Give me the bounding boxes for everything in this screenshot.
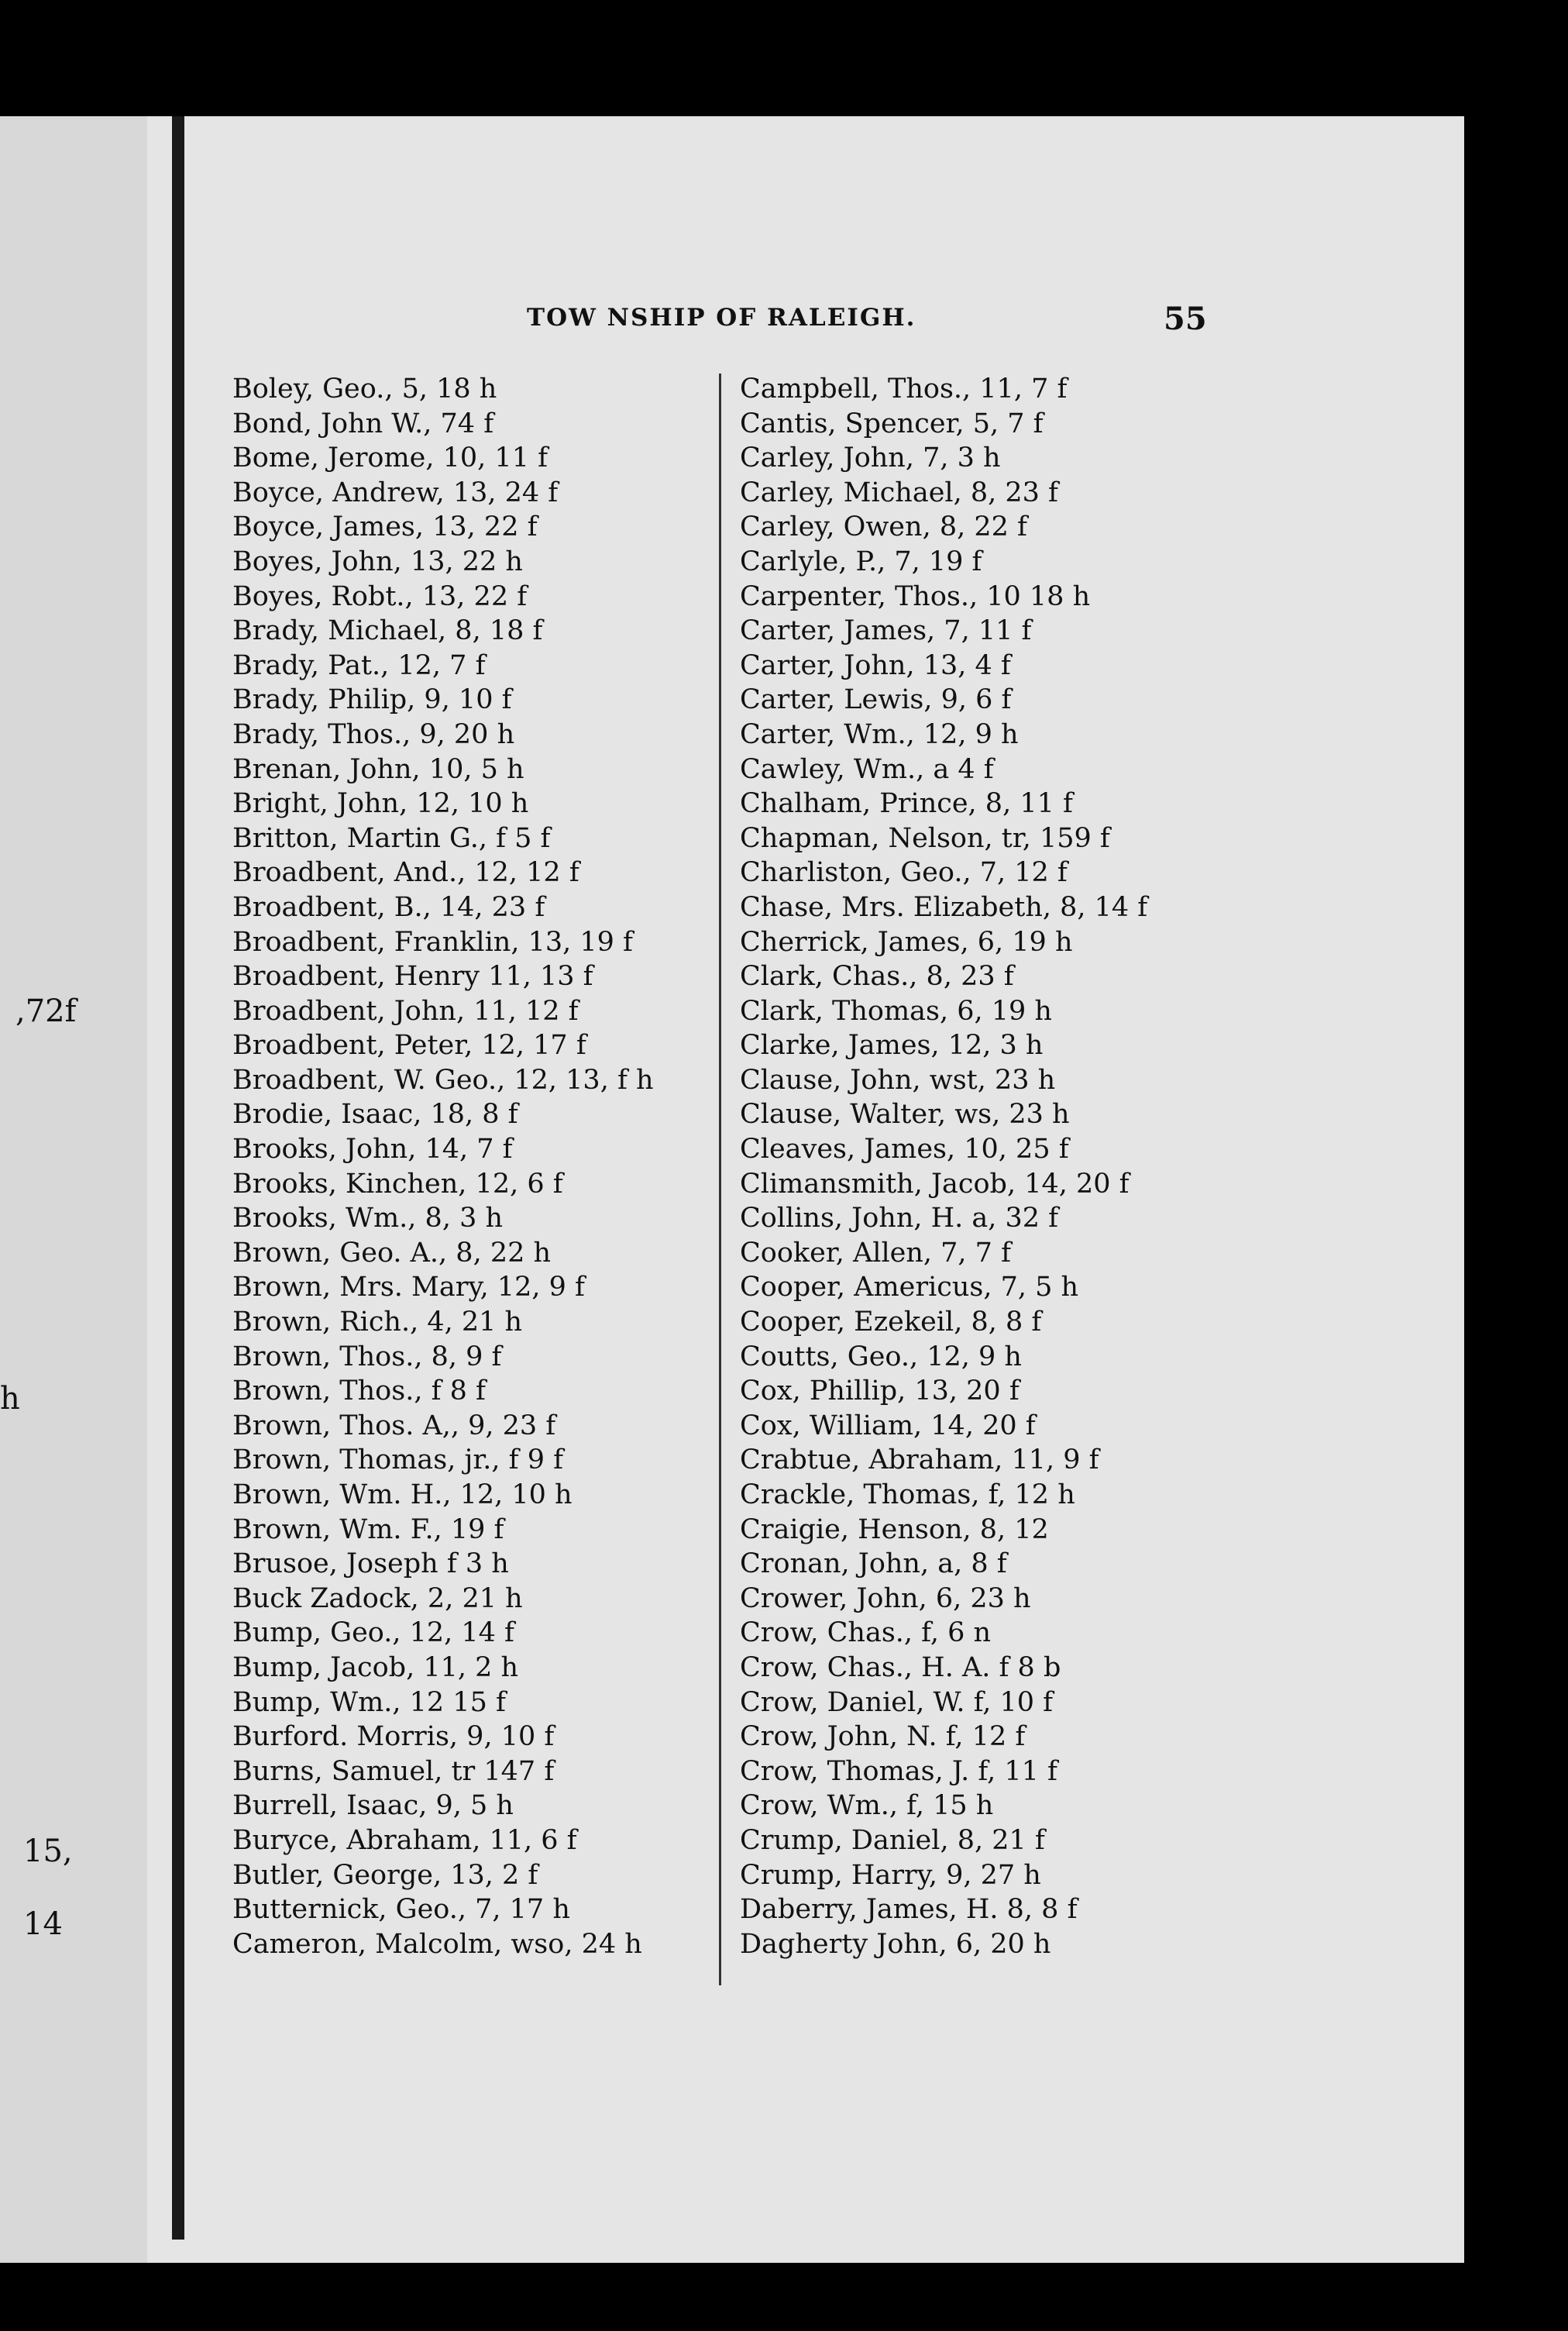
- directory-entry: Boyes, Robt., 13, 22 f: [232, 580, 528, 612]
- directory-entry: Crow, John, N. f, 12 f: [740, 1721, 1026, 1753]
- directory-entry: Carter, Lewis, 9, 6 f: [740, 684, 1012, 716]
- directory-entry: Brown, Thos. A,, 9, 23 f: [232, 1410, 556, 1441]
- directory-entry: Cooker, Allen, 7, 7 f: [740, 1237, 1012, 1269]
- directory-entry: Brooks, John, 14, 7 f: [232, 1134, 513, 1166]
- directory-entry: Carter, Wm., 12, 9 h: [740, 718, 1019, 750]
- directory-entry: Boyce, James, 13, 22 f: [232, 511, 538, 543]
- directory-entry: Broadbent, W. Geo., 12, 13, f h: [232, 1064, 654, 1096]
- directory-entry: Clark, Thomas, 6, 19 h: [740, 995, 1052, 1027]
- right-column-list: [740, 372, 1147, 1961]
- directory-entry: Bond, John W., 74 f: [232, 408, 494, 439]
- directory-entry: Carpenter, Thos., 10 18 h: [740, 580, 1091, 612]
- directory-entry: Crackle, Thomas, f, 12 h: [740, 1479, 1075, 1510]
- directory-entry: Brodie, Isaac, 18, 8 f: [232, 1099, 518, 1131]
- directory-entry: Crow, Chas., H. A. f 8 b: [740, 1651, 1061, 1683]
- directory-entry: Britton, Martin G., f 5 f: [232, 822, 551, 854]
- directory-entry: Cameron, Malcolm, wso, 24 h: [232, 1928, 642, 1960]
- directory-entry: Broadbent, And., 12, 12 f: [232, 857, 579, 889]
- directory-entry: Clause, Walter, ws, 23 h: [740, 1099, 1070, 1131]
- directory-entry: Brady, Michael, 8, 18 f: [232, 615, 543, 647]
- directory-entry: Cronan, John, a, 8 f: [740, 1548, 1007, 1580]
- directory-entry: Bump, Wm., 12 15 f: [232, 1686, 506, 1718]
- directory-entry: Brooks, Wm., 8, 3 h: [232, 1203, 504, 1234]
- directory-entry: Carley, John, 7, 3 h: [740, 442, 1001, 474]
- directory-entry: Butler, George, 13, 2 f: [232, 1859, 538, 1891]
- directory-entry: Charliston, Geo., 7, 12 f: [740, 857, 1068, 889]
- directory-entry: Crabtue, Abraham, 11, 9 f: [740, 1444, 1099, 1476]
- column-divider: [719, 374, 721, 1985]
- directory-entry: Craigie, Henson, 8, 12: [740, 1513, 1049, 1545]
- directory-entry: Broadbent, B., 14, 23 f: [232, 891, 545, 923]
- facing-page-edge: [0, 116, 147, 2263]
- directory-entry: Daberry, James, H. 8, 8 f: [740, 1894, 1078, 1926]
- directory-entry: Brown, Thos., 8, 9 f: [232, 1341, 502, 1372]
- directory-entry: Brown, Rich., 4, 21 h: [232, 1307, 523, 1338]
- directory-entry: Crow, Chas., f, 6 n: [740, 1617, 992, 1649]
- directory-entry: Broadbent, Franklin, 13, 19 f: [232, 926, 633, 958]
- directory-entry: Brown, Thos., f 8 f: [232, 1376, 486, 1407]
- directory-entry: Chalham, Prince, 8, 11 f: [740, 788, 1073, 820]
- directory-entry: Carley, Michael, 8, 23 f: [740, 477, 1058, 508]
- directory-entry: Campbell, Thos., 11, 7 f: [740, 374, 1068, 405]
- directory-entry: Carlyle, P., 7, 19 f: [740, 546, 982, 577]
- directory-entry: Burrell, Isaac, 9, 5 h: [232, 1790, 514, 1822]
- directory-entry: Brown, Mrs. Mary, 12, 9 f: [232, 1272, 585, 1303]
- directory-entry: Brady, Pat., 12, 7 f: [232, 649, 486, 681]
- directory-entry: Cleaves, James, 10, 25 f: [740, 1134, 1069, 1166]
- directory-entry: Cooper, Americus, 7, 5 h: [740, 1272, 1079, 1303]
- directory-entry: Broadbent, Henry 11, 13 f: [232, 961, 593, 993]
- directory-entry: Bome, Jerome, 10, 11 f: [232, 442, 548, 474]
- directory-entry: Crump, Daniel, 8, 21 f: [740, 1824, 1045, 1856]
- directory-entry: Clarke, James, 12, 3 h: [740, 1030, 1044, 1062]
- directory-entry: Crower, John, 6, 23 h: [740, 1582, 1031, 1614]
- directory-entry: Butternick, Geo., 7, 17 h: [232, 1894, 570, 1926]
- directory-entry: Buck Zadock, 2, 21 h: [232, 1582, 523, 1614]
- facing-page-fragment: 15,: [23, 1833, 73, 1869]
- directory-entry: Brenan, John, 10, 5 h: [232, 753, 524, 785]
- directory-entry: Crow, Thomas, J. f, 11 f: [740, 1755, 1058, 1787]
- left-column-list: [232, 372, 654, 1961]
- directory-entry: Crow, Wm., f, 15 h: [740, 1790, 994, 1822]
- directory-entry: Broadbent, John, 11, 12 f: [232, 995, 579, 1027]
- directory-entry: Brown, Wm. H., 12, 10 h: [232, 1479, 573, 1510]
- directory-entry: Brown, Wm. F., 19 f: [232, 1513, 504, 1545]
- directory-entry: Boley, Geo., 5, 18 h: [232, 374, 497, 405]
- directory-entry: Cooper, Ezekeil, 8, 8 f: [740, 1307, 1042, 1338]
- directory-entry: Cox, Phillip, 13, 20 f: [740, 1376, 1020, 1407]
- directory-entry: Bump, Geo., 12, 14 f: [232, 1617, 515, 1649]
- directory-entry: Collins, John, H. a, 32 f: [740, 1203, 1059, 1234]
- directory-entry: Dagherty John, 6, 20 h: [740, 1928, 1051, 1960]
- directory-entry: Carter, James, 7, 11 f: [740, 615, 1032, 647]
- directory-entry: Chase, Mrs. Elizabeth, 8, 14 f: [740, 891, 1148, 923]
- directory-entry: Brown, Thomas, jr., f 9 f: [232, 1444, 564, 1476]
- directory-entry: Brooks, Kinchen, 12, 6 f: [232, 1168, 563, 1200]
- facing-page-fragment: h: [0, 1381, 20, 1417]
- directory-entry: Burford. Morris, 9, 10 f: [232, 1721, 555, 1753]
- directory-entry: Crow, Daniel, W. f, 10 f: [740, 1686, 1054, 1718]
- directory-entry: Cox, William, 14, 20 f: [740, 1410, 1036, 1441]
- page-gutter: [172, 116, 184, 2240]
- directory-entry: Buryce, Abraham, 11, 6 f: [232, 1824, 577, 1856]
- directory-entry: Climansmith, Jacob, 14, 20 f: [740, 1168, 1130, 1200]
- directory-entry: Burns, Samuel, tr 147 f: [232, 1755, 555, 1787]
- directory-entry: Chapman, Nelson, tr, 159 f: [740, 822, 1110, 854]
- directory-entry: Brady, Philip, 9, 10 f: [232, 684, 512, 716]
- directory-entry: Brown, Geo. A., 8, 22 h: [232, 1237, 552, 1269]
- facing-page-fragment: ,72f: [15, 993, 77, 1029]
- page-number: 55: [1164, 301, 1207, 337]
- directory-entry: Boyce, Andrew, 13, 24 f: [232, 477, 559, 508]
- directory-entry: Clark, Chas., 8, 23 f: [740, 961, 1014, 993]
- directory-entry: Bump, Jacob, 11, 2 h: [232, 1651, 519, 1683]
- directory-entry: Cantis, Spencer, 5, 7 f: [740, 408, 1044, 439]
- directory-entry: Brady, Thos., 9, 20 h: [232, 718, 515, 750]
- directory-entry: Brusoe, Joseph f 3 h: [232, 1548, 509, 1580]
- directory-entry: Boyes, John, 13, 22 h: [232, 546, 523, 577]
- directory-entry: Cherrick, James, 6, 19 h: [740, 926, 1073, 958]
- directory-entry: Carley, Owen, 8, 22 f: [740, 511, 1027, 543]
- directory-entry: Broadbent, Peter, 12, 17 f: [232, 1030, 586, 1062]
- directory-entry: Clause, John, wst, 23 h: [740, 1064, 1056, 1096]
- directory-entry: Bright, John, 12, 10 h: [232, 788, 529, 820]
- directory-entry: Coutts, Geo., 12, 9 h: [740, 1341, 1022, 1372]
- running-header: TOW NSHIP OF RALEIGH.: [527, 304, 916, 332]
- directory-entry: Cawley, Wm., a 4 f: [740, 753, 994, 785]
- facing-page-fragment: 14: [23, 1906, 63, 1942]
- directory-entry: Carter, John, 13, 4 f: [740, 649, 1011, 681]
- directory-entry: Crump, Harry, 9, 27 h: [740, 1859, 1041, 1891]
